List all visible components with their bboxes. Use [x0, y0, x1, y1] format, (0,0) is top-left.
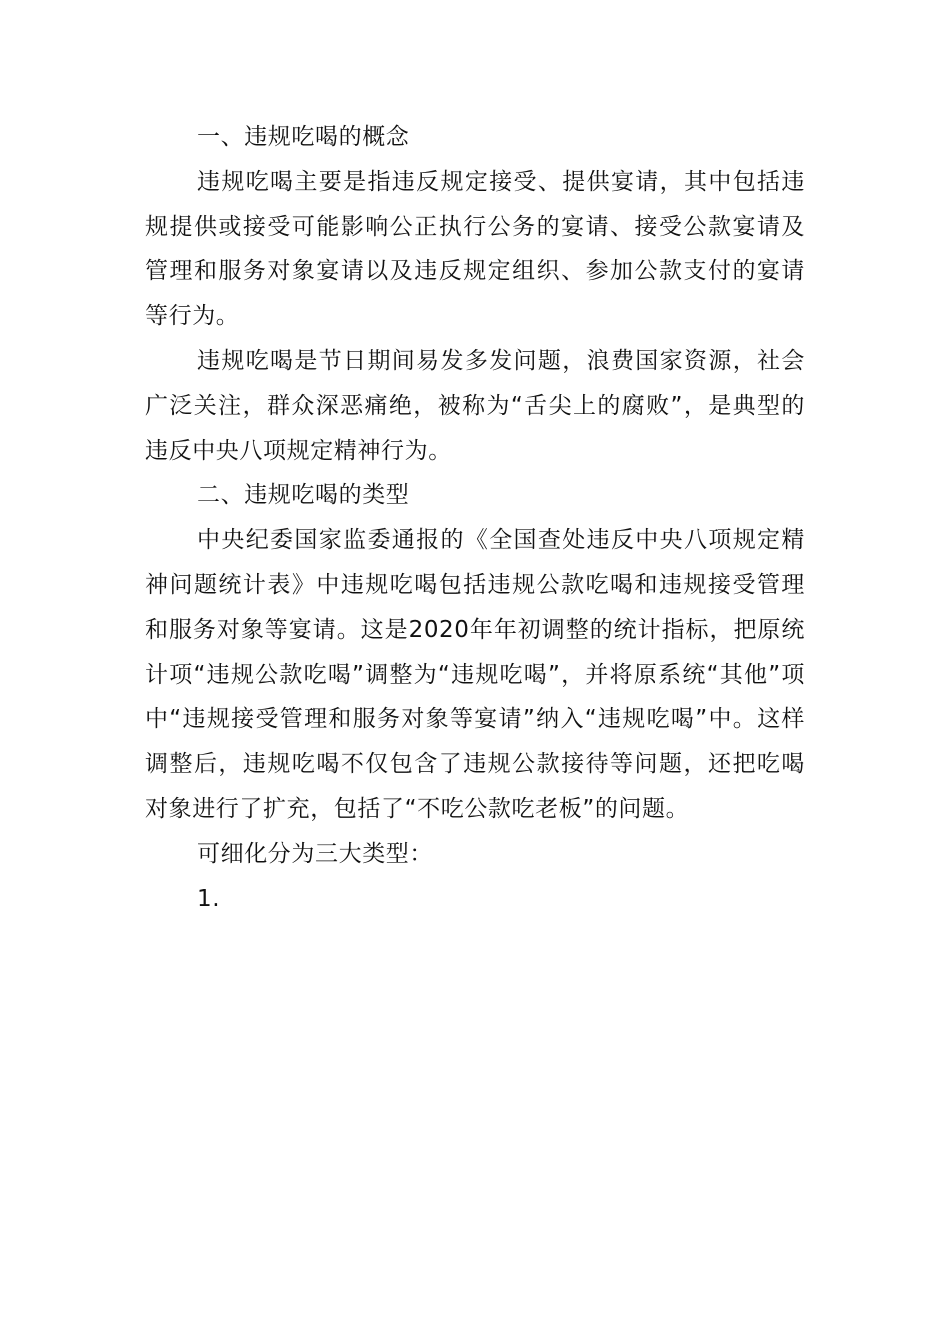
section-heading-2: 二、违规吃喝的类型 [197, 482, 410, 509]
document-body [145, 115, 805, 921]
paragraph-definition: 违规吃喝主要是指违反规定接受、提供宴请，其中包括违规提供或接受可能影响公正执行公务的宴请、接受公款宴请及管理和服务对象宴请以及违反规定组织、参加公款支付的宴请等行为。 [145, 168, 805, 330]
paragraph-categories-intro: 可细化分为三大类型： [197, 840, 433, 867]
paragraph-significance: 违规吃喝是节日期间易发多发问题，浪费国家资源，社会广泛关注，群众深恶痛绝，被称为“舌尖上的腐败”，是典型的违反中央八项规定精神行为。 [145, 347, 805, 464]
section-heading-1: 一、违规吃喝的概念 [197, 124, 410, 150]
paragraph-statistics: 中央纪委国家监委通报的《全国查处违反中央八项规定精神问题统计表》中违规吃喝包括违规公款吃喝和违规接受管理和服务对象等宴请。这是2020年年初调整的统计指标，把原统计项“违规公款吃喝”调整为“违规吃喝”，并将原系统“其他”项中“违规接受管理和服务对象等宴请”纳入“违规吃喝”中。这样调整后，违规吃喝不仅包含了违规公款接待等问题，还把吃喝对象进行了扩充，包括了“不吃公款吃老板”的问题。 [145, 527, 805, 822]
list-item-number: 1. [197, 885, 221, 912]
